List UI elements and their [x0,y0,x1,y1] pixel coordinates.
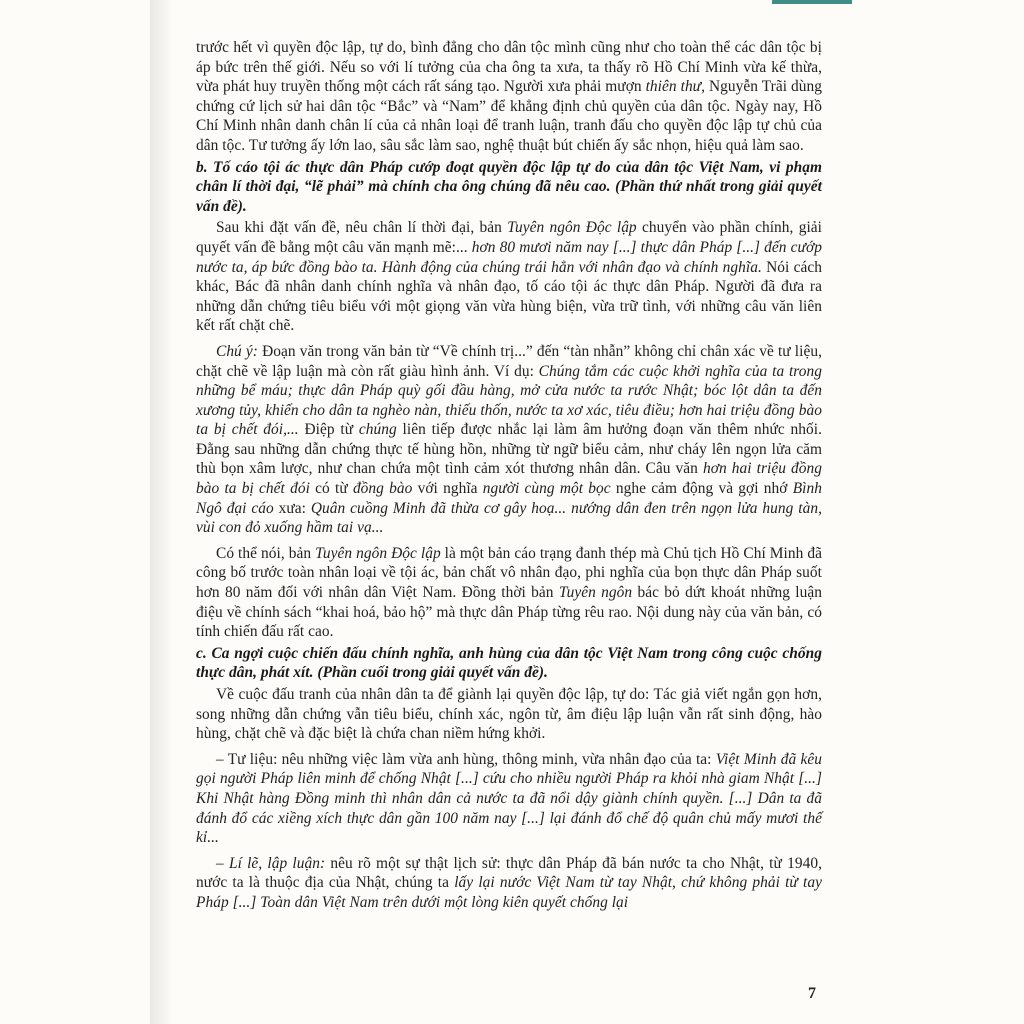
paragraph [196,218,822,336]
paragraph [196,685,822,744]
italic-run: thiên thư, [645,78,706,96]
text-run: nghe cảm động và gợi nhớ [610,480,793,498]
italic-run: Chúng tắm các cuộc khởi nghĩa của ta trong những bể máu; thực dân Pháp quỳ gối đầu hàng, mở cửa nước ta rước Nhật; bóc lột dân ta đến xương tủy, khiến cho dân ta nghèo nàn, thiếu thốn, nước ta xơ xác, tiêu điều; hơn hai triệu đồng bào ta bị chết đói,... [196,362,822,439]
paragraph [196,544,822,642]
text-run: Nói cách khác, Bác đã nhân danh chính nghĩa và nhân đạo, tố cáo tội ác thực dân Pháp. Người đã đưa ra những dẫn chứng tiêu biểu với một giọng văn vừa hùng biện, vừa trữ tình, với những câu văn liên kết rất chặt chẽ. [196,258,822,335]
italic-run: hơn hai triệu đồng bào ta bị chết đói [196,460,822,498]
italic-run: Chú ý: [216,342,258,360]
text-run: Về cuộc đấu tranh của nhân dân ta để giành lại quyền độc lập, tự do: Tác giả viết ngắn gọn hơn, song những dẫn chứng vẫn tiêu biểu, chính xác, ngôn từ, âm điệu lập luận vẫn rất sinh động, hào hùng, chặt chẽ và đặc biệt là chứa chan niềm hứng khởi. [196,686,822,743]
italic-run: Tuyên ngôn [558,584,633,602]
text-run: Đoạn văn trong văn bản từ “Về chính trị...” đến “tàn nhẫn” không chỉ chân xác về tư liệu, chặt chẽ về lập luận mà còn rất giàu hình ảnh. Ví dụ: [196,342,822,380]
italic-run: đồng bào [352,480,413,498]
page-number: 7 [808,985,816,1002]
text-run: Nguyễn Trãi dùng chứng cứ lịch sử hai dân tộc “Bắc” và “Nam” để khẳng định chủ quyền của dân tộc. Ngày nay, Hồ Chí Minh nhân danh chân lí của cả nhân loại để tranh luận, tranh đấu cho quyền độc lập tự chủ của dân tộc. Tư tưởng ấy lớn lao, sâu sắc làm sao, nghệ thuật bút chiến ấy sắc nhọn, hiệu quả làm sao. [196,78,822,154]
italic-run: Quân cuồng Minh đã thừa cơ gây hoạ... nướng dân đen trên ngọn lửa hung tàn, vùi con đỏ xuống hầm tai vạ... [196,499,822,537]
text-run: Sau khi đặt vấn đề, nêu chân lí thời đại, bản [216,219,508,237]
text-run: có từ [309,480,353,498]
italic-run: Tuyên ngôn Độc lập [507,219,637,237]
text-run: nêu rõ một sự thật lịch sử: thực dân Pháp đã bán nước ta cho Nhật, từ 1940, nước ta là thuộc địa của Nhật, chúng ta [196,854,822,892]
italic-run: Bình Ngô đại cáo [196,480,822,517]
text-run: Điệp từ [298,421,359,439]
text-run: chuyển vào phần chính, giải quyết vấn đề bằng một câu văn mạnh mẽ:... [196,219,823,256]
section-heading [196,644,822,683]
text-run: – [216,854,229,872]
paragraph [196,38,822,156]
text-run: là một bản cáo trạng đanh thép mà Chủ tịch Hồ Chí Minh đã công bố trước toàn nhân loại về tội ác, bản chất vô nhân đạo, phi nghĩa của bọn thực dân Pháp suốt hơn 80 năm đối với nhân dân Việt Nam. Đồng thời bản [196,544,822,602]
paragraph [196,342,822,538]
italic-run: lấy lại nước Việt Nam từ tay Nhật, chứ không phải từ tay Pháp [...] Toàn dân Việt Nam trên dưới một lòng kiên quyết chống lại [196,874,823,911]
top-accent-rule [772,0,852,4]
text-run: c. Ca ngợi cuộc chiến đấu chính nghĩa, anh hùng của dân tộc Việt Nam trong công cuộc chống thực dân, phát xít. (Phần cuối trong giải quyết vấn đề). [196,644,822,682]
spine-shadow [150,0,174,1024]
italic-run: chúng [358,421,397,439]
italic-run: Việt Minh đã kêu gọi người Pháp liên minh để chống Nhật [...] cứu cho nhiều người Pháp ra khỏi nhà giam Nhật [...] Khi Nhật hàng Đồng minh thì nhân dân cả nước ta đã nổi dậy giành chính quyền. [...] Dân ta đã đánh đổ các xiềng xích thực dân gần 100 năm nay [...] lại đánh đổ chế độ quân chủ mấy mươi thế kỉ... [196,750,822,847]
text-run: xưa: [273,499,311,517]
section-heading [196,158,822,217]
text-run: với nghĩa [412,480,483,498]
text-run: – Tư liệu: nêu những việc làm vừa anh hùng, thông minh, vừa nhân đạo của ta: [216,750,716,768]
text-run: trước hết vì quyền độc lập, tự do, bình đẳng cho dân tộc mình cũng như cho toàn thể các dân tộc bị áp bức trên thế giới. Nếu so với lí tưởng của cha ông ta xưa, ta thấy rõ Hồ Chí Minh vừa kế thừa, vừa phát huy truyền thống một cách rất sáng tạo. Người xưa phải mượn [196,39,822,96]
paragraph [196,854,822,913]
italic-run: Lí lẽ, lập luận: [228,854,326,872]
italic-run: hơn 80 mươi năm nay [...] thực dân Pháp [...] đến cướp nước ta, áp bức đồng bào ta. Hành động của chúng trái hẳn với nhân đạo và chính nghĩa. [196,238,822,276]
italic-run: Tuyên ngôn Độc lập [315,544,441,562]
page-text [196,38,822,915]
italic-run: người cùng một bọc [482,480,611,498]
text-run: bác bỏ dứt khoát những luận điệu về chính sách “khai hoá, bảo hộ” mà thực dân Pháp từng rêu rao. Nội dung này của văn bản, có tính chiến đấu rất cao. [196,584,822,641]
paragraph [196,750,822,848]
text-run: liên tiếp được nhắc lại làm âm hưởng đoạn văn thêm nhức nhối. Đằng sau những dẫn chứng thực tế hùng hồn, những từ ngữ biểu cảm, như cháy lên ngọn lửa căm thù bọn xâm lược, như chan chứa một tình cảm xót thương nhân dân. Câu văn [196,421,823,478]
text-run: Có thể nói, bản [216,544,316,562]
text-run: b. Tố cáo tội ác thực dân Pháp cướp đoạt quyền độc lập tự do của dân tộc Việt Nam, vi phạm chân lí thời đại, “lẽ phải” mà chính cha ông chúng đã nêu cao. (Phần thứ nhất trong giải quyết vấn đề). [196,158,822,215]
